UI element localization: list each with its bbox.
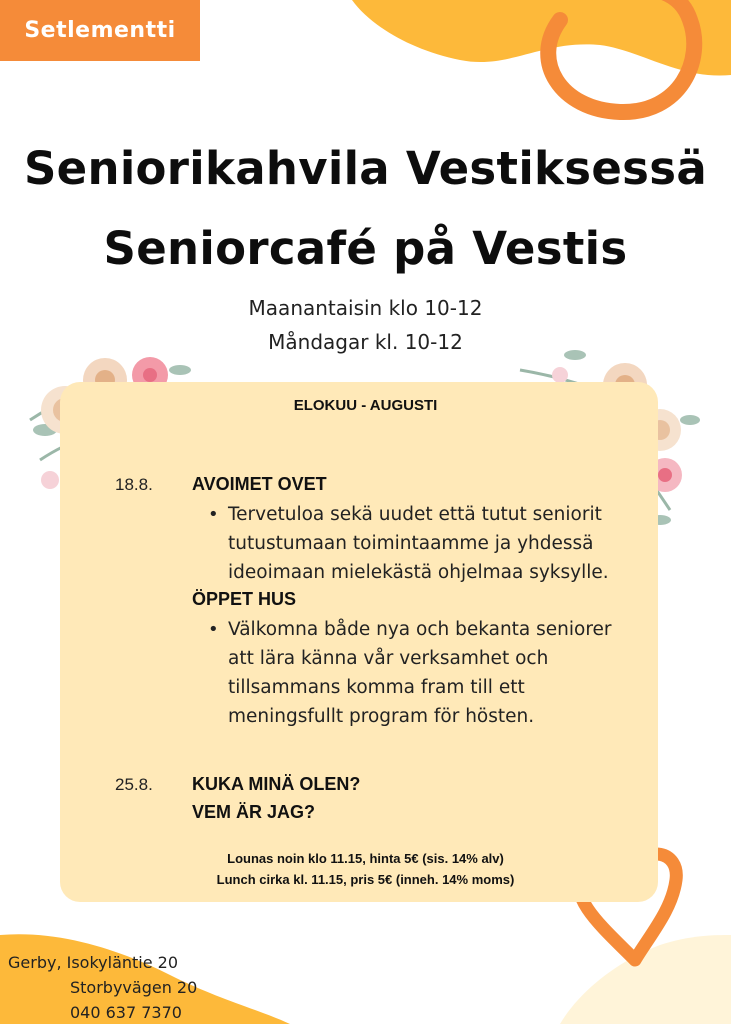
event-description-fi: [208, 500, 658, 587]
lunch-info-fi: Lounas noin klo 11.15, hinta 5€ (sis. 14% alv): [227, 851, 504, 866]
bullet-icon: •: [208, 504, 219, 525]
text-line: tutustumaan toimintaamme ja yhdessä: [228, 533, 594, 554]
lunch-info-sv: Lunch cirka kl. 11.15, pris 5€ (inneh. 14% moms): [216, 872, 515, 887]
text-line: Välkomna både nya och bekanta seniorer: [228, 619, 612, 640]
event-heading-sv: ÖPPET HUS: [192, 589, 297, 609]
bullet-icon: •: [208, 619, 219, 640]
event-heading-fi: KUKA MINÄ OLEN?: [192, 774, 361, 794]
month-heading: ELOKUU - AUGUSTI: [293, 397, 438, 414]
address-fi: Gerby, Isokyläntie 20: [8, 953, 179, 972]
address-sv: Storbyvägen 20: [70, 978, 198, 997]
text-line: Tervetuloa sekä uudet että tutut seniorit: [228, 504, 602, 525]
event-heading-sv: VEM ÄR JAG?: [192, 802, 316, 822]
text-line: ideoimaan mielekästä ohjelmaa syksylle.: [228, 562, 609, 583]
event-heading-fi: AVOIMET OVET: [192, 474, 327, 494]
event-description-sv: [208, 615, 658, 731]
event-date: 18.8.: [115, 475, 153, 494]
text-line: meningsfullt program för hösten.: [228, 706, 535, 727]
page-title-sv: Seniorcafé på Vestis: [103, 222, 628, 275]
schedule-fi: Maanantaisin klo 10-12: [248, 296, 483, 320]
page-title-fi: Seniorikahvila Vestiksessä: [23, 142, 708, 195]
brand-logo: Setlementti: [0, 0, 200, 61]
text-line: tillsammans komma fram till ett: [228, 677, 525, 698]
text-line: att lära känna vår verksamhet och: [228, 648, 549, 669]
event-date: 25.8.: [115, 775, 153, 794]
schedule-sv: Måndagar kl. 10-12: [268, 330, 463, 354]
phone-number: 040 637 7370: [70, 1003, 182, 1022]
